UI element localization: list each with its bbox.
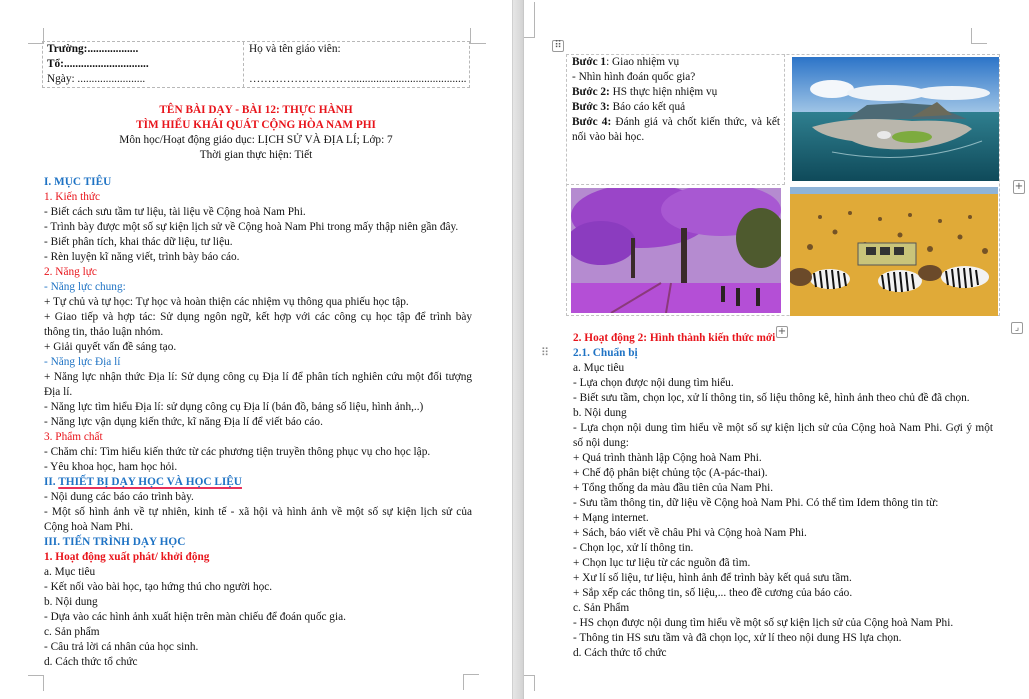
time-line: Thời gian thực hiện: Tiết — [199, 149, 313, 161]
paragraph-line: - Yêu khoa học, ham học hỏi. — [44, 461, 178, 473]
paragraph-line: - Chọn lọc, xử lí thông tin. — [573, 542, 694, 554]
paragraph-line: + Tổng thống da màu đầu tiên của Nam Phi. — [573, 482, 774, 494]
lesson-title-line1: TÊN BÀI DẠY - BÀI 12: THỰC HÀNH — [159, 104, 353, 116]
step-3-text: Báo cáo kết quả — [609, 101, 686, 113]
step-1-detail: - Nhìn hình đoán quốc gia? — [572, 71, 696, 83]
paragraph-line: - Năng lực vận dụng kiến thức, kĩ năng Địa lí để viết báo cáo. — [44, 416, 323, 428]
paragraph-line: + Xư lí số liệu, tư liệu, hình ảnh để trình bày kết quả sưu tầm. — [573, 572, 852, 584]
paragraph-line: + Tự chủ và tự học: Tự học và hoàn thiện các nhiệm vụ thông qua phiếu học tập. — [44, 296, 409, 308]
paragraph-line: a. Mục tiêu — [573, 362, 625, 374]
teacher-name-field[interactable]: ………………………......................................... — [249, 73, 467, 85]
paragraph-line: - Lựa chọn được nội dung tìm hiểu. — [573, 377, 734, 389]
subsection-heading: 1. Kiến thức — [44, 191, 101, 203]
paragraph-line: + Chọn lục tư liệu từ các nguồn đã tìm. — [573, 557, 751, 569]
paragraph-line: + Năng lực nhận thức Địa lí: Sử dụng công cụ Địa lí để phân tích nghiên cứu một đối tượng — [44, 371, 472, 383]
step-3-label: Bước 3: — [572, 101, 610, 113]
step-3 — [572, 100, 685, 115]
section-heading: III. TIẾN TRÌNH DẠY HỌC — [44, 536, 186, 548]
paragraph-line: b. Nội dung — [573, 407, 627, 419]
paragraph-line: - Lựa chọn nội dung tìm hiểu về một số sự kiện lịch sử của Cộng hoà Nam Phi. Gợi ý một — [573, 422, 993, 434]
step-4-text: Đánh giá và chốt kiến thức, và kết — [611, 116, 780, 128]
add-row-button[interactable]: + — [1014, 181, 1024, 192]
paragraph-drag-handle[interactable]: ⠿ — [541, 346, 549, 359]
paragraph-line: - Sưu tầm thông tin, dữ liệu về Cộng hoà Nam Phi. Có thể tìm Idem thông tin từ: — [573, 497, 939, 509]
paragraph-line: - HS chọn được nội dung tìm hiểu về một số sự kiện lịch sử của Cộng hoà Nam Phi. — [573, 617, 954, 629]
paragraph-line: + Chế độ phân biệt chủng tộc (A-pác-thai). — [573, 467, 768, 479]
jacaranda-trees-photo[interactable] — [571, 188, 781, 313]
add-column-button[interactable]: + — [777, 326, 787, 337]
step-1-label: Bước 1 — [572, 56, 607, 68]
paragraph-line: số nội dung: — [573, 437, 629, 449]
paragraph-line: - Một số hình ảnh về tự nhiên, kinh tế - xã hội và hình ảnh về một số sự kiện lịch sử của — [44, 506, 472, 518]
document-page-right[interactable] — [524, 0, 1029, 699]
savanna-zebras-photo[interactable] — [790, 187, 998, 316]
margin-corner-mark — [524, 675, 535, 691]
paragraph-line: - Kết nối vào bài học, tạo hứng thú cho người học. — [44, 581, 273, 593]
step-1 — [572, 55, 679, 70]
activity-table[interactable] — [566, 54, 1000, 316]
teacher-name-label: Họ và tên giáo viên: — [249, 43, 341, 55]
paragraph-line: - Biết sưu tầm, chọn lọc, xử lí thông tin, số liệu thông kê, hình ảnh theo chủ đề đã chọn. — [573, 392, 970, 404]
paragraph-line: thông tin, thảo luận nhóm. — [44, 326, 164, 338]
subsection-heading: - Năng lực chung: — [44, 281, 126, 293]
paragraph-line: - Năng lực tìm hiểu Địa lí: sử dụng công cụ Địa lí (bản đồ, bảng số liệu, hình ảnh,..) — [44, 401, 424, 413]
paragraph-line: - Câu trả lời cá nhân của học sinh. — [44, 641, 199, 653]
margin-corner-mark — [524, 2, 535, 38]
paragraph-line: + Giải quyết vấn đề sáng tạo. — [44, 341, 177, 353]
section-heading: 2. Hoạt động 2: Hình thành kiến thức mới — [573, 332, 776, 344]
date-field[interactable]: Ngày: ........................ — [47, 73, 146, 85]
lesson-title-line2: TÌM HIỂU KHÁI QUÁT CỘNG HÒA NAM PHI — [136, 119, 376, 131]
paragraph-line: - Biết cách sưu tầm tư liệu, tài liệu về Cộng hoà Nam Phi. — [44, 206, 306, 218]
page-gutter — [512, 0, 524, 699]
section-heading: I. MỤC TIÊU — [44, 176, 112, 188]
paragraph-line: + Mạng internet. — [573, 512, 649, 524]
paragraph-line: Cộng hoà Nam Phi. — [44, 521, 134, 533]
step-4-label: Bước 4: — [572, 116, 612, 128]
paragraph-line: b. Nội dung — [44, 596, 98, 608]
margin-corner-mark — [470, 28, 486, 44]
paragraph-line: c. Sản phẩm — [44, 626, 100, 638]
paragraph-line: c. Sản Phẩm — [573, 602, 630, 614]
paragraph-line: - Dựa vào các hình ảnh xuất hiện trên màn chiếu để đoán quốc gia. — [44, 611, 346, 623]
margin-corner-mark — [971, 28, 987, 44]
paragraph-line: - Rèn luyện kĩ năng viết, trình bày báo cáo. — [44, 251, 240, 263]
step-2-label: Bước 2: — [572, 86, 610, 98]
paragraph-line: - Thông tin HS sưu tầm và đã chọn lọc, xử lí theo nội dung HS lựa chọn. — [573, 632, 902, 644]
paragraph-line: - Trình bày được một số sự kiện lịch sử về Cộng hoà Nam Phi trong mấy thập niên gần đây. — [44, 221, 459, 233]
paragraph-line: d. Cách thức tổ chức — [44, 656, 138, 668]
section-heading — [44, 475, 242, 490]
paragraph-line: d. Cách thức tổ chức — [573, 647, 667, 659]
paragraph-line: + Quá trình thành lập Cộng hoà Nam Phi. — [573, 452, 762, 464]
table-column-divider — [243, 42, 244, 87]
school-field[interactable]: Trường:.................. — [47, 43, 139, 55]
document-page-left[interactable] — [0, 0, 512, 699]
table-move-handle[interactable]: ⠿ — [552, 40, 564, 52]
paragraph-line: + Giao tiếp và hợp tác: Sử dụng ngôn ngữ, kết hợp với các công cụ học tập để trình bày — [44, 311, 472, 323]
step-1-text: : Giao nhiệm vụ — [606, 56, 680, 68]
paragraph-line: - Chăm chỉ: Tìm hiểu kiến thức từ các phương tiện truyền thông phục vụ cho học lập. — [44, 446, 431, 458]
step-2 — [572, 85, 717, 100]
section-heading: 2.1. Chuẩn bị — [573, 347, 638, 359]
subsection-heading: 3. Phẩm chất — [44, 431, 103, 443]
step-4-continued: nối vào bài học. — [572, 131, 645, 143]
paragraph-line: Địa lí. — [44, 386, 73, 398]
step-4 — [572, 115, 780, 130]
table-resize-handle[interactable]: ⌟ — [1011, 322, 1023, 334]
paragraph-line: + Sách, báo viết về châu Phi và Cộng hoà Nam Phi. — [573, 527, 807, 539]
subsection-heading: - Năng lực Địa lí — [44, 356, 121, 368]
paragraph-line: - Biết phân tích, khai thác dữ liệu, tư liệu. — [44, 236, 233, 248]
margin-corner-mark — [28, 675, 44, 691]
step-2-text: HS thực hiện nhiệm vụ — [609, 86, 718, 98]
paragraph-line: - Nội dung các báo cáo trình bày. — [44, 491, 194, 503]
margin-corner-mark — [463, 674, 479, 690]
heading-number: II. — [44, 476, 59, 488]
group-field[interactable]: Tổ:.............................. — [47, 58, 149, 70]
cape-town-aerial-photo[interactable] — [792, 57, 999, 181]
school-info-table[interactable] — [42, 41, 470, 88]
subsection-heading: 2. Năng lực — [44, 266, 97, 278]
paragraph-line: a. Mục tiêu — [44, 566, 96, 578]
paragraph-line: + Sắp xếp các thông tin, số liệu,... theo đề cương của báo cáo. — [573, 587, 853, 599]
spelling-flagged-text[interactable]: THIẾT BỊ DẠY HỌC VÀ HỌC LIỆU — [58, 476, 242, 488]
subject-line: Môn học/Hoạt động giáo dục: LỊCH SỬ VÀ ĐỊA LÍ; Lớp: 7 — [119, 134, 393, 146]
section-heading: 1. Hoạt động xuất phát/ khởi động — [44, 551, 210, 563]
